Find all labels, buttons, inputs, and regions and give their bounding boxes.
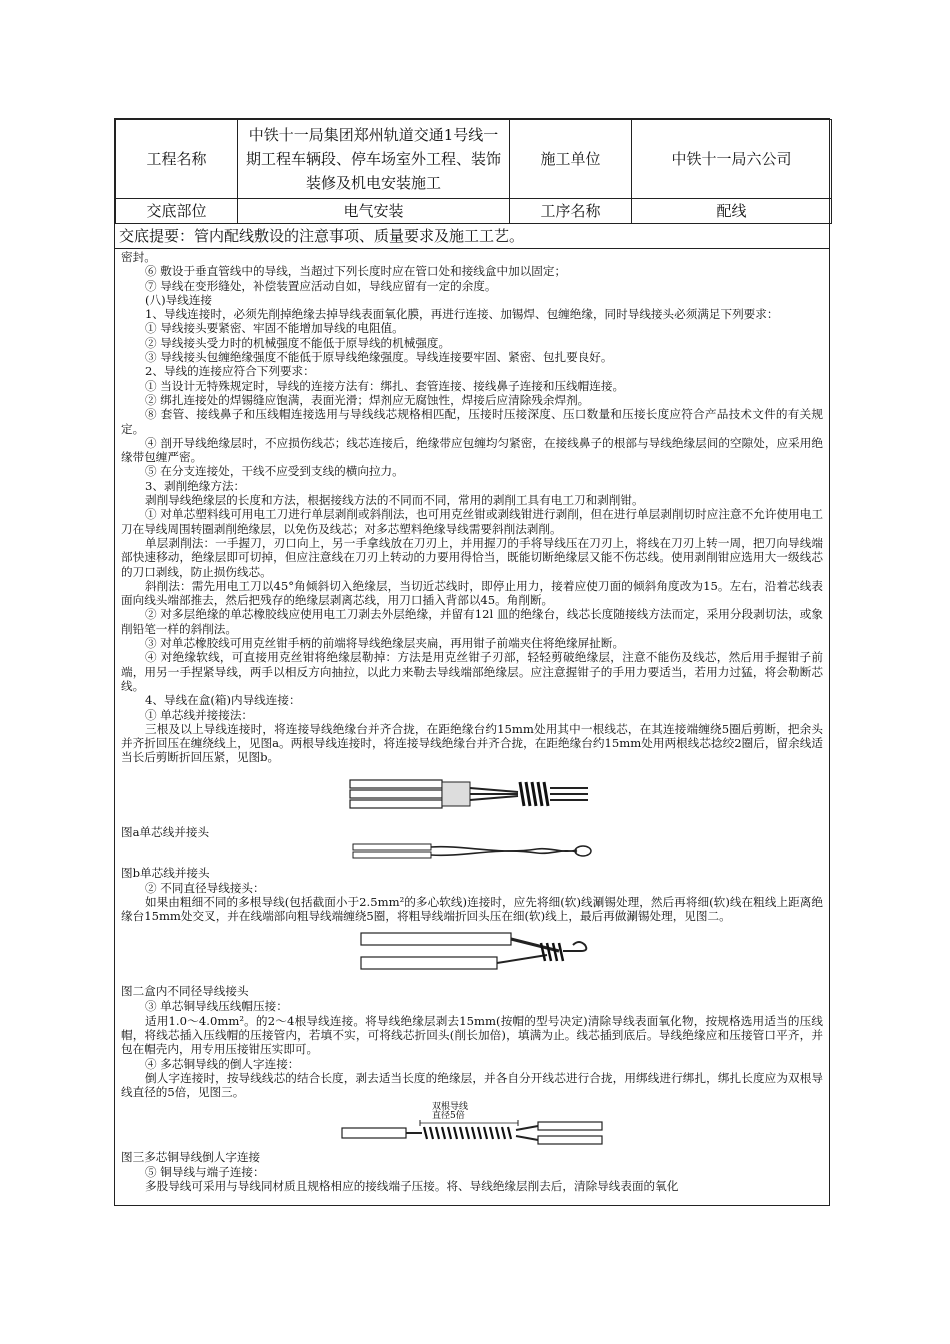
paragraph: 倒人字连接时，按导线线芯的结合长度，剥去适当长度的绝缘层，并各自分开线芯进行合拢，用绑线进行绑扎，绑扎长度应为双根导线直径的5倍，见图三。	[121, 1070, 823, 1100]
paragraph: 3、剥削绝缘方法：	[145, 478, 246, 493]
paragraph: ③ 导线接头包缠绝缘强度不能低于原导线绝缘强度。导线连接要牢固、紧密、包扎要良好。	[145, 350, 613, 365]
paragraph: ② 对多层绝缘的单芯橡胶线应使用电工刀剥去外层绝缘，并留有12l 皿的绝缘台，线芯长度随接线方法而定，采用分段剥切法，或象削铅笔一样的斜削法。	[121, 607, 823, 636]
paragraph: 4、导线在盒(箱)内导线连接：	[145, 693, 301, 708]
paragraph: ④ 多芯铜导线的倒人字连接：	[145, 1056, 300, 1071]
figure-2-caption: 图二盒内不同径导线接头	[121, 984, 249, 999]
paragraph: 多股导线可采用与导线同材质且规格相应的接线端子压接。将、导线绝缘层削去后，清除导线表面的氧化	[145, 1179, 679, 1194]
paragraph: ② 绑扎连接处的焊锡缝应饱满，表面光滑；焊剂应无腐蚀性，焊接后应清除残余焊剂。	[145, 392, 590, 407]
paragraph: 密封。	[121, 250, 156, 264]
figure-3-label-line1: 双根导线	[432, 1102, 469, 1113]
paragraph: ② 导线接头受力时的机械强度不能低于原导线的机械强度。	[145, 335, 451, 350]
project-name-value: 中铁十一局集团郑州轨道交通1号线一期工程车辆段、停车场室外工程、装饰装修及机电安装施工	[238, 120, 510, 199]
figure-3-caption: 图三多芯铜导线倒人字连接	[121, 1149, 261, 1164]
paragraph: 剥削导线绝缘层的长度和方法，根据接线方法的不同而不同，常用的剥削工具有电工刀和剥削钳。	[145, 493, 644, 508]
document-body	[115, 249, 829, 1194]
single-core-joint-b-illustration	[347, 840, 597, 862]
paragraph: ② 不同直径导线接头：	[145, 880, 265, 895]
paragraph: ③ 单芯铜导线压线帽压接：	[145, 999, 288, 1014]
paragraph: 三根及以上导线连接时，将连接导线绝缘台并齐合拢，在距绝缘台约15mm处用其中一根线芯，在其连接端缠绕5圈后剪断，把余头并齐折回压在缠绕线上，见图a。两根导线连接时，将连接导线绝缘台并齐合拢，在距绝缘台约15mm处用两根线芯捻绞2圈后，留余线适当长后剪断折回压紧，见图b。	[121, 721, 823, 765]
process-name-value: 配线	[632, 199, 832, 224]
process-name-label: 工序名称	[510, 199, 632, 224]
paragraph: ⑤ 铜导线与端子连接：	[145, 1165, 265, 1180]
disclosure-summary: 交底提要：管内配线敷设的注意事项、质量要求及施工工艺。	[115, 224, 829, 249]
paragraph: 2、导线的连接应符合下列要求：	[145, 364, 315, 379]
paragraph: ③ 对单芯橡胶线可用克丝钳手柄的前端将导线绝缘层夹扁，再用钳子前端夹住将绝缘屏扯断。	[145, 636, 625, 651]
paragraph: 适用1.0～4.0mm²。的2～4根导线连接。将导线绝缘层剥去15mm(按帽的型号决定)清除导线表面氧化物，按规格选用适当的压线帽，将线芯插入压线帽的压接管内，若填不实，可将线芯折回头(削长加倍)，填满为止。线芯插到底后。导线绝缘应和压接管口平齐，并包在帽壳内，用专用压接钳压实即可。	[121, 1013, 823, 1057]
paragraph: 单层剥削法：一手握刀，刃口向上，另一手拿线放在刀刃上，并用握刀的手将导线压在刀刃上，将线在刀刃上转一周，把刀向导线端部快速移动，绝缘层即可切掉，但应注意线在刀刃上转动的力要用得恰当，既能切断绝缘层又能不伤芯线。使用剥削钳应选用大一级线芯的刀口剥线，防止损伤线芯。	[121, 535, 823, 579]
disclosure-part-label: 交底部位	[116, 199, 238, 224]
paragraph: ① 导线接头要紧密、牢固不能增加导线的电阻值。	[145, 321, 404, 336]
paragraph: ⑦ 导线在变形缝处，补偿装置应活动自如，导线应留有一定的余度。	[145, 278, 497, 293]
paragraph: ⑤ 在分支连接处，干线不应受到支线的横向拉力。	[145, 464, 404, 479]
figure-b	[121, 840, 823, 880]
figure-3	[121, 1100, 823, 1164]
figure-a-caption: 图a单芯线并接头	[121, 824, 210, 839]
paragraph: ① 单芯线并接接法：	[145, 707, 254, 722]
paragraph: ④ 剖开导线绝缘层时，不应损伤线芯；线芯连接后，绝缘带应包缠均匀紧密，在接线鼻子的根部与导线绝缘层间的空隙处，应采用绝缘带包缠严密。	[121, 435, 823, 465]
inverted-y-joint-illustration	[332, 1100, 612, 1146]
figure-3-label-line2: 直径5倍	[432, 1111, 465, 1122]
paragraph: ① 当设计无特殊规定时，导线的连接方法有：绑扎、套管连接、接线鼻子连接和压线帽连接。	[145, 378, 625, 393]
construction-unit-label: 施工单位	[510, 120, 632, 199]
paragraph: 如果由粗细不同的多根导线(包括截面小于2.5mm²的多心软线)连接时，应先将细(软)线涮锡处理，然后再将细(软)线在粗线上距离绝缘台15mm处交叉，并在线端部向粗导线端缠绕5圈，将粗导线端折回头压在细(软)线上，最后再做涮锡处理，见图二。	[121, 895, 823, 924]
paragraph: ④ 对绝缘软线，可直接用克丝钳将绝缘层勒掉：方法是用克丝钳子刃部，轻轻剪破绝缘层，注意不能伤及线芯，然后用手握钳子前端，用另一手捏紧导线，两手以相反方向抽拉，以此力来勒去导线端部绝缘层。应注意握钳子的手用力要适当，若用力过猛，将会勒断芯线。	[121, 650, 823, 693]
different-diameter-joint-illustration	[347, 925, 597, 981]
construction-unit-value: 中铁十一局六公司	[632, 120, 832, 199]
header-table	[115, 119, 832, 224]
section-heading: (八)导线连接	[145, 292, 213, 307]
paragraph: ① 对单芯塑料线可用电工刀进行单层剥削或斜削法，也可用克丝钳或剥线钳进行剥削，但在进行单层剥削切时应注意不允许使用电工刀在导线周围转圈剥削绝缘层，以免伤及线芯；对多芯塑料绝缘导线需要斜削法剥削。	[121, 507, 823, 536]
figure-b-caption: 图b单芯线并接头	[121, 865, 210, 880]
paragraph: 斜削法：需先用电工刀以45°角倾斜切入绝缘层，当切近芯线时，即停止用力，接着应使刀面的倾斜角度改为15。左右，沿着芯线表面向线头端部推去，然后把残存的绝缘层剥离芯线，用刀口插入背部以45。角削断。	[121, 578, 823, 608]
project-name-label: 工程名称	[116, 120, 238, 199]
paragraph: ⑥ 敷设于垂直管线中的导线，当超过下列长度时应在管口处和接线盒中加以固定；	[145, 264, 567, 279]
figure-a	[121, 766, 823, 840]
disclosure-sheet	[114, 118, 830, 1206]
single-core-joint-a-illustration	[342, 766, 602, 822]
disclosure-part-value: 电气安装	[238, 199, 510, 224]
paragraph: 1、导线连接时，必须先削掉绝缘去掉导线表面氧化膜，再进行连接、加锡焊、包缠绝缘，同时导线接头必须满足下列要求：	[145, 307, 779, 322]
figure-2	[121, 925, 823, 999]
paragraph: ⑧ 套管、接线鼻子和压线帽连接选用与导线线芯规格相匹配，压接时压接深度、压口数量和压接长度应符合产品技术文件的有关规定。	[121, 407, 823, 436]
